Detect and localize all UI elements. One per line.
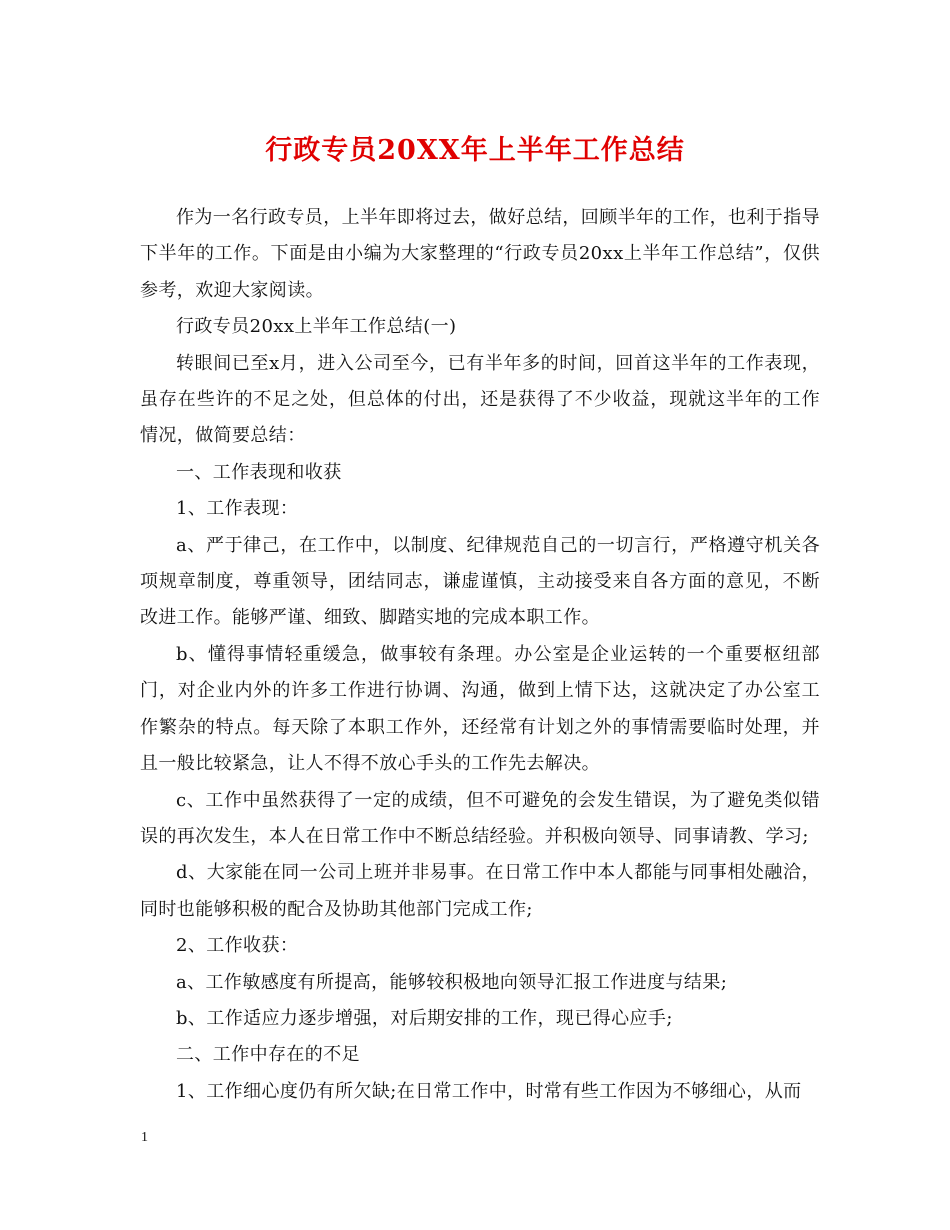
paragraph: 转眼间已至x月，进入公司至今，已有半年多的时间，回首这半年的工作表现，虽存在些许的不足之处，但总体的付出，还是获得了不少收益，现就这半年的工作情况，做简要总结： <box>140 352 820 447</box>
paragraph: c、工作中虽然获得了一定的成绩，但不可避免的会发生错误，为了避免类似错误的再次发生，本人在日常工作中不断总结经验。并积极向领导、同事请教、学习; <box>140 789 820 847</box>
paragraph: 1、工作细心度仍有所欠缺;在日常工作中，时常有些工作因为不够细心，从而 <box>176 1080 802 1102</box>
section-heading: 行政专员20xx上半年工作总结(一) <box>176 316 457 338</box>
subsection-heading: 1、工作表现： <box>176 498 299 520</box>
document-title: 行政专员20XX年上半年工作总结 <box>265 135 685 166</box>
paragraph: d、大家能在同一公司上班并非易事。在日常工作中本人都能与同事相处融洽，同时也能够积极的配合及协助其他部门完成工作; <box>140 862 820 920</box>
document-body <box>140 200 820 1110</box>
section-heading: 一、工作表现和收获 <box>176 461 342 483</box>
paragraph: b、工作适应力逐步增强，对后期安排的工作，现已得心应手; <box>176 1007 673 1029</box>
paragraph: a、严于律己，在工作中，以制度、纪律规范自己的一切言行，严格遵守机关各项规章制度，尊重领导，团结同志，谦虚谨慎，主动接受来自各方面的意见，不断改进工作。能够严谨、细致、脚踏实地的完成本职工作。 <box>140 534 820 629</box>
subsection-heading: 2、工作收获： <box>176 935 299 957</box>
page-number: 1 <box>141 1130 148 1145</box>
section-heading: 二、工作中存在的不足 <box>176 1044 360 1066</box>
paragraph: 作为一名行政专员，上半年即将过去，做好总结，回顾半年的工作，也利于指导下半年的工作。下面是由小编为大家整理的“行政专员20xx上半年工作总结”，仅供参考，欢迎大家阅读。 <box>140 207 820 301</box>
paragraph: a、工作敏感度有所提高，能够较积极地向领导汇报工作进度与结果; <box>176 971 728 993</box>
paragraph: b、懂得事情轻重缓急，做事较有条理。办公室是企业运转的一个重要枢纽部门，对企业内外的许多工作进行协调、沟通，做到上情下达，这就决定了办公室工作繁杂的特点。每天除了本职工作外，还经常有计划之外的事情需要临时处理，并且一般比较紧急，让人不得不放心手头的工作先去解决。 <box>140 643 820 775</box>
